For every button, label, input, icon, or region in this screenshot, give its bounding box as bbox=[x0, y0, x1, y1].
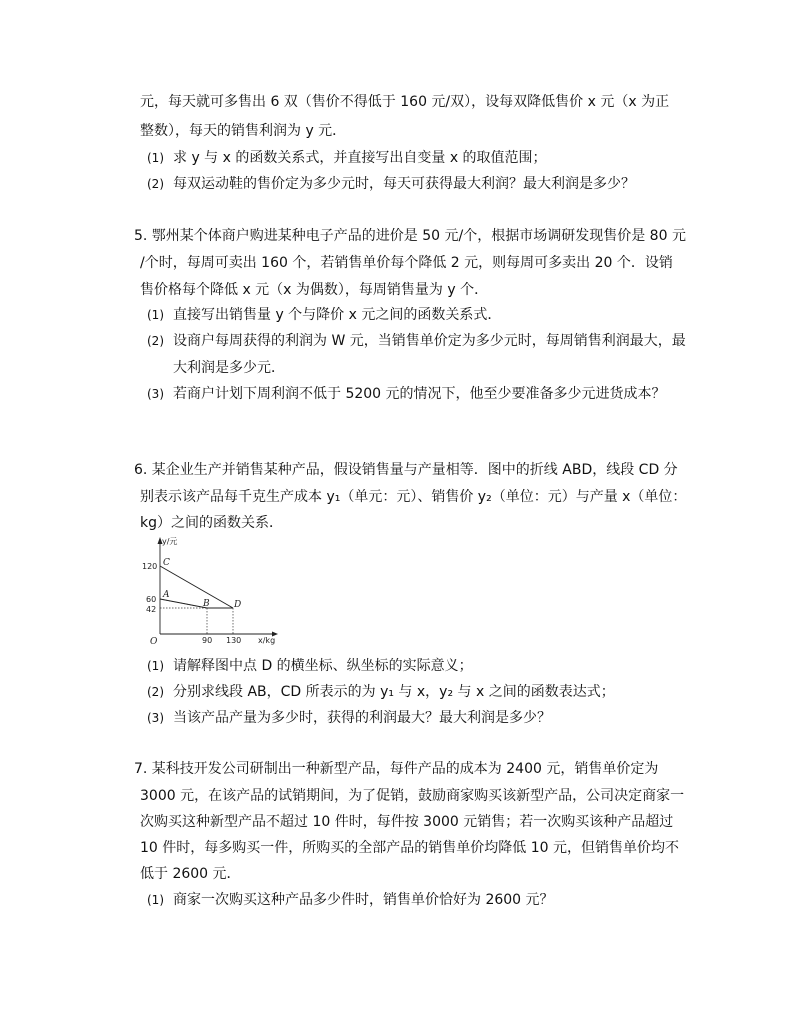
q6-sub3-number: (3) bbox=[147, 711, 164, 725]
y-tick-120: 120 bbox=[142, 562, 158, 571]
q5-sub3-number: (3) bbox=[147, 387, 164, 401]
q5-line-3: 售价格每个降低 x 元（x 为偶数），每周销售量为 y 个． bbox=[140, 282, 489, 298]
q5-sub1: 直接写出销售量 y 个与降价 x 元之间的函数关系式． bbox=[173, 307, 502, 323]
intro-line-1: 元，每天就可多售出 6 双（售价不得低于 160 元/双），设每双降低售价 x 元（x 为正 bbox=[140, 94, 670, 110]
q7-sub1-number: (1) bbox=[147, 893, 164, 907]
q5-sub2-number: (2) bbox=[147, 334, 164, 348]
function-graph bbox=[140, 534, 280, 649]
q7-line-4: 10 件时，每多购买一件，所购买的全部产品的销售单价均降低 10 元，但销售单价均不 bbox=[140, 840, 679, 856]
q7-sub1: 商家一次购买这种产品多少件时，销售单价恰好为 2600 元？ bbox=[173, 892, 554, 908]
q7-line-3: 次购买这种新型产品不超过 10 件时，每件按 3000 元销售；若一次购买该种产品超过 bbox=[140, 814, 674, 830]
q6-line-3: kg）之间的函数关系． bbox=[140, 515, 283, 531]
intro-sub2: 每双运动鞋的售价定为多少元时，每天可获得最大利润？最大利润是多少？ bbox=[173, 176, 635, 192]
q6-sub2-number: (2) bbox=[147, 685, 164, 699]
q6-sub3: 当该产品产量为多少时，获得的利润最大？最大利润是多少？ bbox=[173, 710, 551, 726]
intro-sub1-number: (1) bbox=[147, 151, 164, 165]
point-b-label: B bbox=[203, 599, 210, 609]
q6-line-1: 6. 某企业生产并销售某种产品，假设销售量与产量相等．图中的折线 ABD，线段 CD 分 bbox=[134, 462, 678, 478]
intro-sub1: 求 y 与 x 的函数关系式，并直接写出自变量 x 的取值范围； bbox=[173, 150, 547, 166]
q5-line-1: 5. 鄂州某个体商户购进某种电子产品的进价是 50 元/个，根据市场调研发现售价是 80 元 bbox=[134, 228, 686, 244]
point-a-label: A bbox=[163, 590, 170, 600]
polyline-abd bbox=[160, 599, 233, 608]
q6-sub1-number: (1) bbox=[147, 659, 164, 673]
q5-sub2-a: 设商户每周获得的利润为 W 元，当销售单价定为多少元时，每周销售利润最大，最 bbox=[173, 333, 686, 349]
x-tick-90: 90 bbox=[202, 636, 213, 645]
point-c-label: C bbox=[163, 558, 170, 568]
y-tick-42: 42 bbox=[146, 605, 157, 614]
intro-line-2: 整数），每天的销售利润为 y 元． bbox=[140, 123, 347, 139]
y-axis-label: y/元 bbox=[162, 537, 178, 546]
q5-sub1-number: (1) bbox=[147, 308, 164, 322]
q6-sub2: 分别求线段 AB，CD 所表示的为 y₁ 与 x，y₂ 与 x 之间的函数表达式； bbox=[173, 684, 615, 700]
y-tick-60: 60 bbox=[146, 595, 157, 604]
intro-sub2-number: (2) bbox=[147, 177, 164, 191]
q5-sub2-b: 大利润是多少元． bbox=[173, 360, 285, 376]
origin-label: O bbox=[150, 637, 158, 647]
x-tick-130: 130 bbox=[226, 636, 242, 645]
x-axis-label: x/kg bbox=[258, 636, 276, 645]
q6-line-2: 别表示该产品每千克生产成本 y₁（单元：元）、销售价 y₂（单位：元）与产量 x（单位： bbox=[140, 489, 687, 505]
q5-sub3: 若商户计划下周利润不低于 5200 元的情况下，他至少要准备多少元进货成本？ bbox=[173, 386, 666, 402]
q7-line-1: 7. 某科技开发公司研制出一种新型产品，每件产品的成本为 2400 元，销售单价定为 bbox=[134, 761, 659, 777]
q7-line-5: 低于 2600 元． bbox=[140, 866, 241, 882]
q6-sub1: 请解释图中点 D 的横坐标、纵坐标的实际意义； bbox=[173, 658, 473, 674]
segment-cd bbox=[160, 566, 233, 608]
point-d-label: D bbox=[234, 600, 242, 610]
q7-line-2: 3000 元，在该产品的试销期间，为了促销，鼓励商家购买该新型产品，公司决定商家一 bbox=[140, 788, 685, 804]
q5-line-2: /个时，每周可卖出 160 个，若销售单价每个降低 2 元，则每周可多卖出 20 个．设销 bbox=[140, 255, 673, 271]
